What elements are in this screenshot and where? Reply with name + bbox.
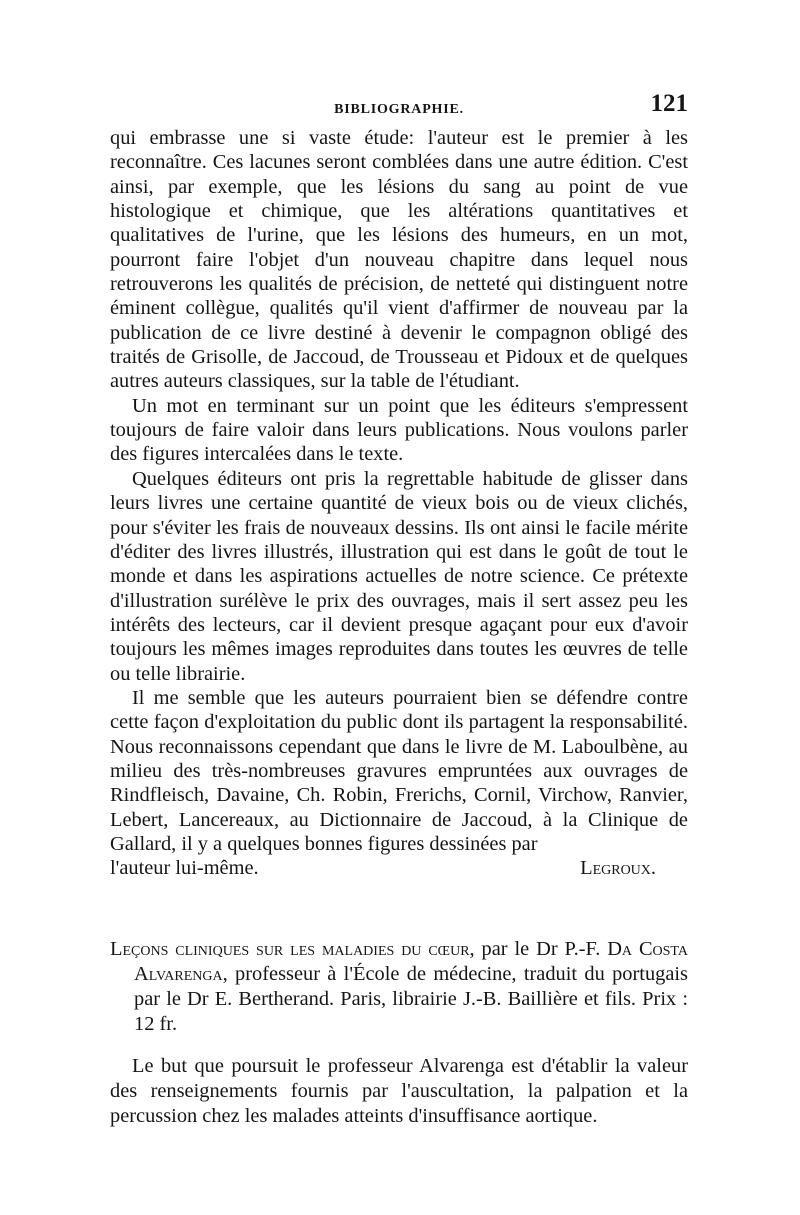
paragraph-continued: qui embrasse une si vaste étude: l'auteur est le premier à les reconnaître. Ces lacunes seront comblées dans une autre édition. C'est ainsi, par exemple, que les lésions du sang au point de vue histologique et chimique, que les altérations quantitatives et qualitatives de l'urine, que les lésions des humeurs, en un mot, pourront faire l'objet d'un nouveau chapitre dans lequel nous retrouverons les qualités de précision, de netteté qui distinguent notre éminent collègue, qualités qu'il vient d'affirmer de nouveau par la publication de ce livre destiné à devenir le compagnon obligé des traités de Grisolle, de Jaccoud, de Trousseau et Pidoux et de quelques autres auteurs classiques, sur la table de l'étudiant. [110, 127, 688, 393]
paragraph-figures: Un mot en terminant sur un point que les éditeurs s'empressent toujours de faire valoir dans leurs publications. Nous voulons parler des figures intercalées dans le texte. [110, 394, 688, 466]
closing-line [110, 856, 688, 880]
page-number: 121 [650, 90, 688, 117]
signature: Legroux. [580, 857, 656, 880]
book-title: Leçons cliniques sur les maladies du cœur, [110, 938, 475, 960]
page-header [110, 90, 688, 130]
notice-entry [110, 937, 688, 1037]
body-text [110, 126, 688, 881]
publication-details: professeur à l'École de médecine, traduit du portugais par le Dr E. Bertherand. Paris, librairie J.-B. Baillière et fils. Prix : 12 fr. [134, 963, 688, 1035]
running-title: BIBLIOGRAPHIE. [334, 102, 464, 117]
closing-text: l'auteur lui-même. [110, 857, 259, 880]
bibliographic-notice [110, 937, 688, 1037]
review-paragraph: Le but que poursuit le professeur Alvarenga est d'établir la valeur des renseignements fournis par l'auscultation, la palpation et la percussion chez les malades atteints d'insuffisance aortique. [110, 1055, 688, 1128]
paragraph-authors: Il me semble que les auteurs pourraient bien se défendre contre cette façon d'exploitation du public dont ils partagent la responsabilité. Nous reconnaissons cependant que dans le livre de M. Laboulbène, au milieu des très-nombreuses gravures empruntées aux ouvrages de Rindfleisch, Davaine, Ch. Robin, Frerichs, Cornil, Virchow, Ranvier, Lebert, Lancereaux, au Dictionnaire de Jaccoud, à la Clinique de Gallard, il y a quelques bonnes figures dessinées par [110, 686, 688, 855]
author-name: Da Costa Alvarenga, [134, 938, 688, 985]
paragraph-editors: Quelques éditeurs ont pris la regrettable habitude de glisser dans leurs livres une certaine quantité de vieux bois ou de vieux clichés, pour s'éviter les frais de nouveaux dessins. Ils ont ainsi le facile mérite d'éditer des livres illustrés, illustration qui est dans le goût de tout le monde et dans les aspirations actuelles de notre science. Ce prétexte d'illustration surélève le prix des ouvrages, mais il sert assez peu les intérêts des lecteurs, car il devient presque agaçant pour eux d'avoir toujours les mêmes images reproduites dans toutes les œuvres de telle ou telle librairie. [110, 467, 688, 685]
citation-text: par le Dr P.-F. [474, 938, 608, 960]
review-text [110, 1054, 688, 1130]
